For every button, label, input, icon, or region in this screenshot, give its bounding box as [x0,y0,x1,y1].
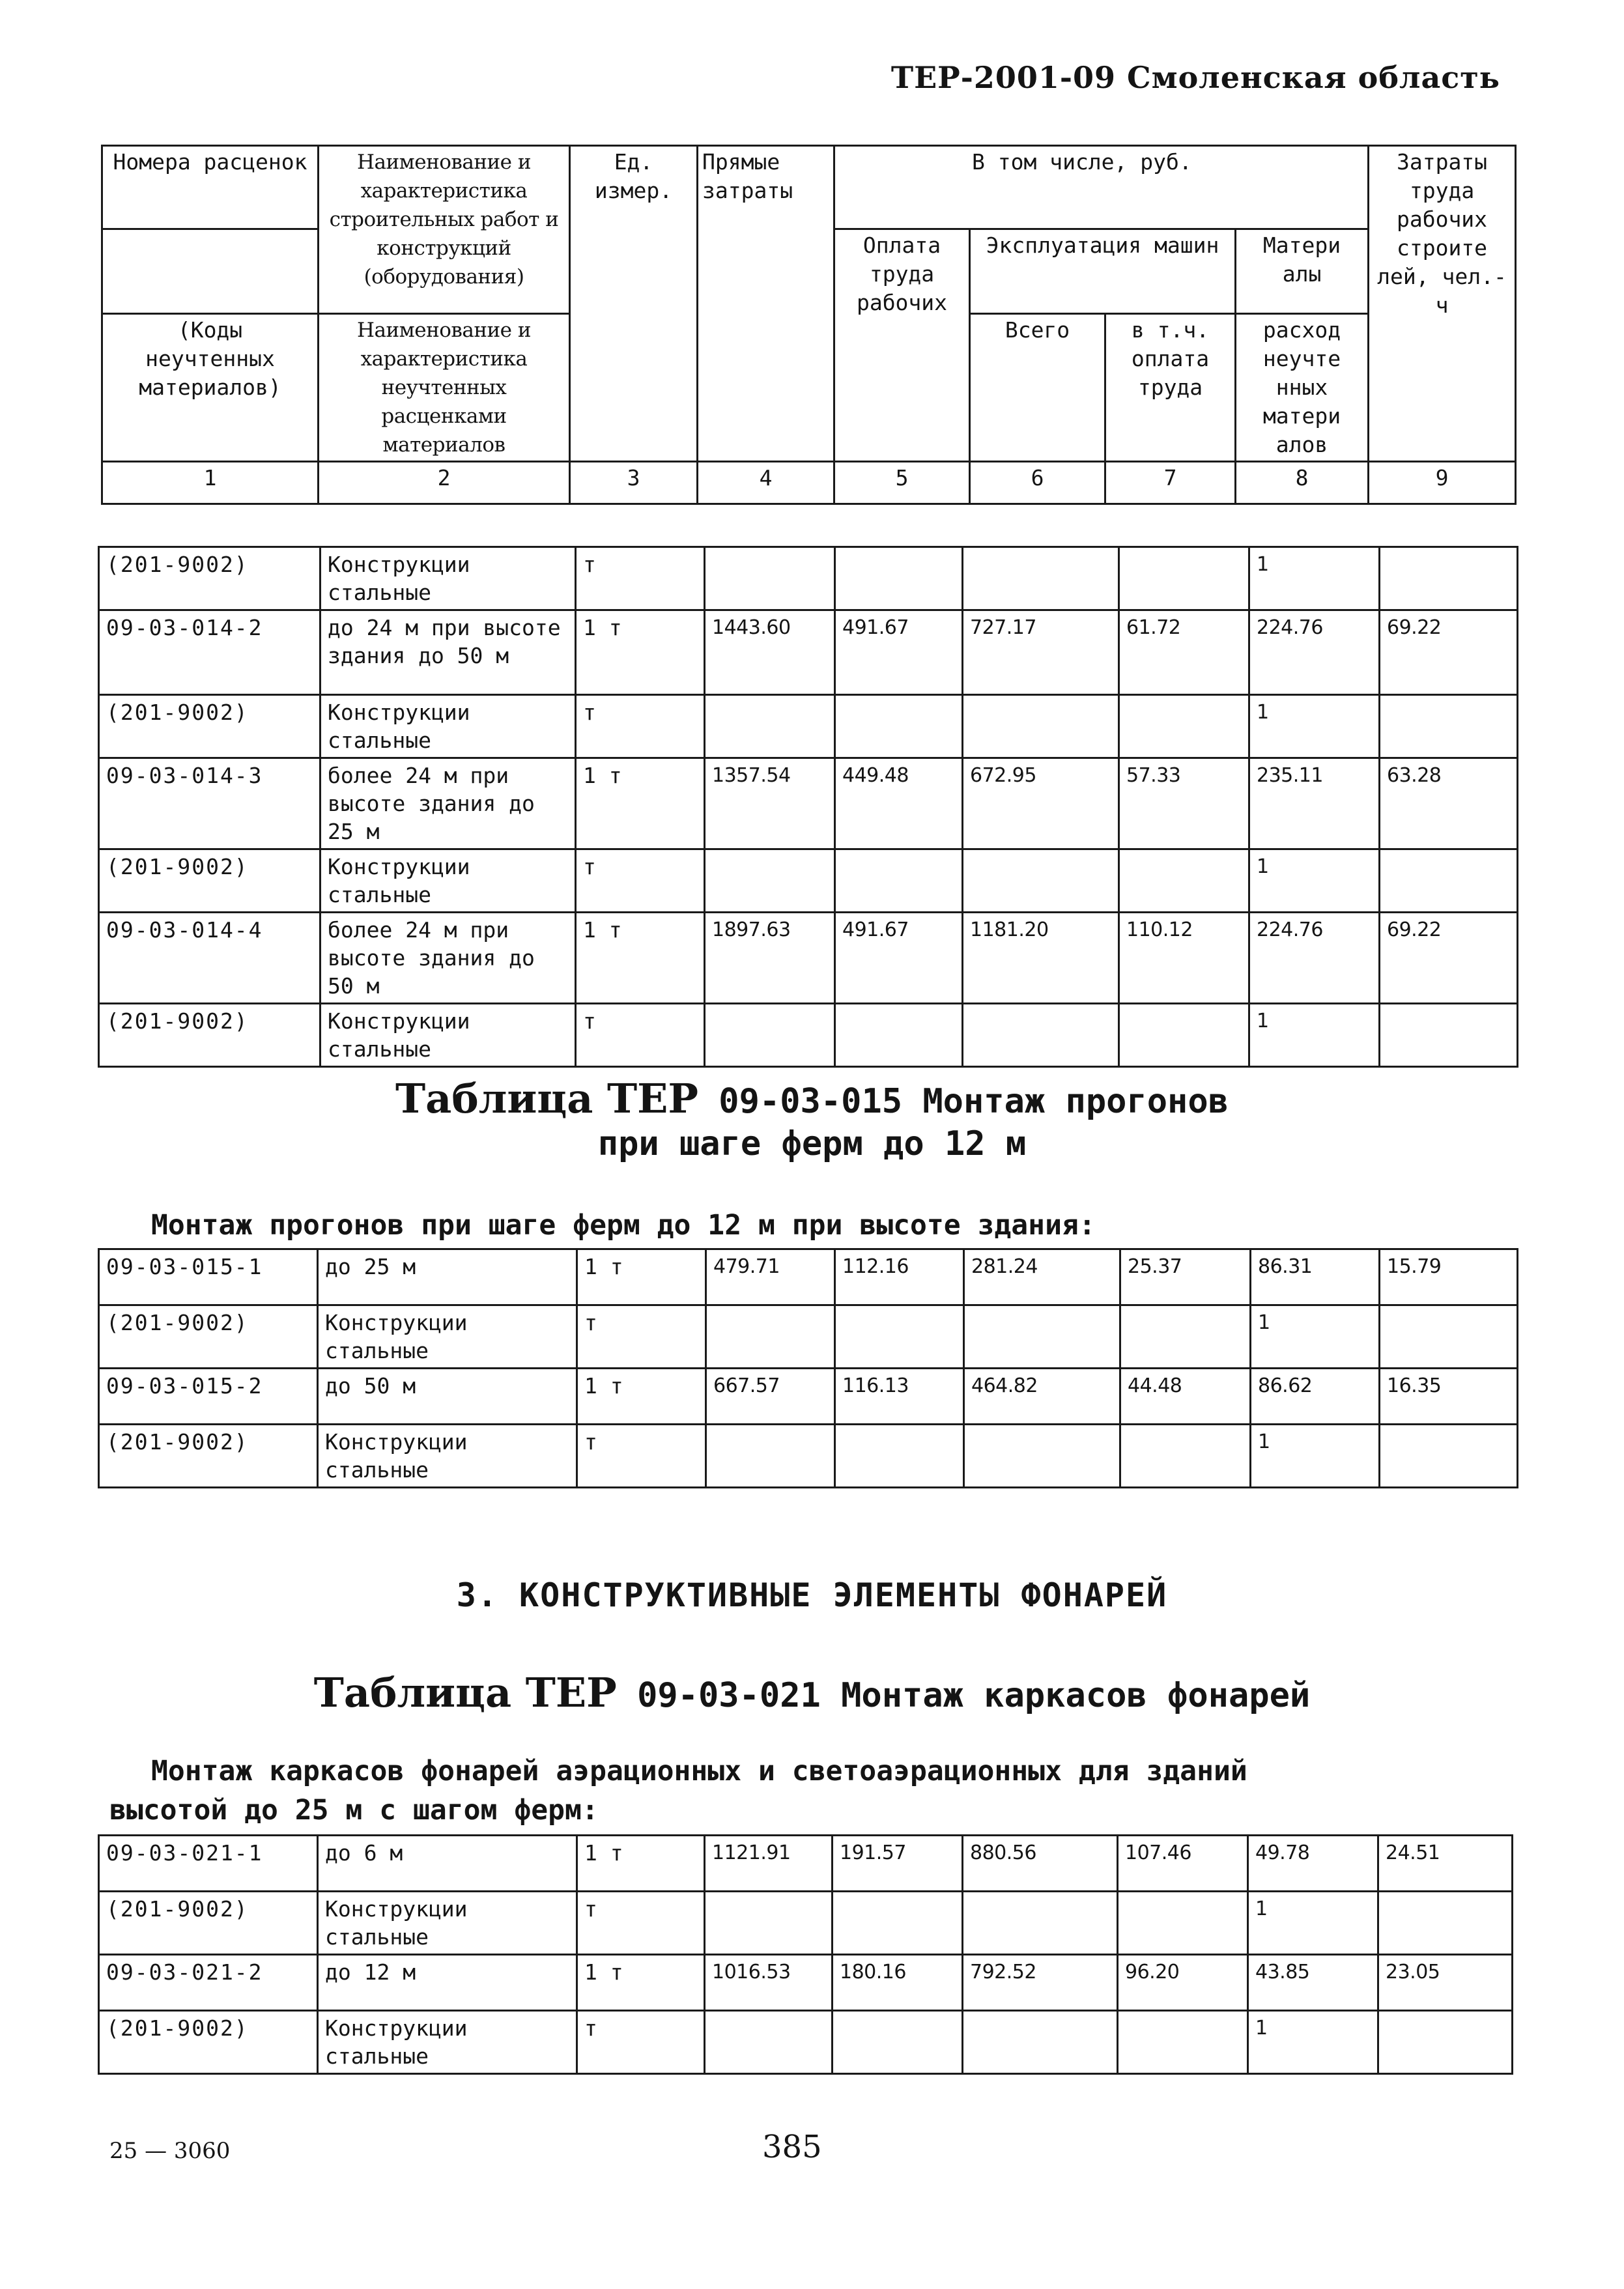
machine-total-cell [963,547,1119,610]
rates-table-021 [98,1834,1513,2075]
labor-pay-cell [835,1425,964,1488]
materials-cell: 86.31 [1251,1249,1380,1305]
labor-hours-cell: 24.51 [1378,1836,1513,1892]
direct-costs-cell [705,1892,833,1955]
column-number: 2 [319,462,570,504]
column-number: 5 [834,462,970,504]
direct-costs-cell [705,1004,835,1067]
rates-table-014 [98,546,1518,1068]
col9-header: Затраты труда рабочих строите лей, чел.-ч [1369,146,1516,462]
labor-hours-cell: 16.35 [1380,1369,1518,1425]
unit-cell: т [577,2011,705,2074]
unit-cell: т [576,695,705,758]
rate-code-cell: (201-9002) [99,547,321,610]
work-description-cell: Конструкции стальные [321,695,576,758]
work-description-cell: до 50 м [318,1369,577,1425]
table-021-heading: Таблица ТЕР 09-03-021 Монтаж каркасов фонарей [313,1669,1311,1716]
machine-labor-pay-cell: 44.48 [1120,1369,1251,1425]
machine-labor-pay-cell [1119,849,1249,913]
machine-labor-pay-cell [1118,2011,1248,2074]
work-description-cell: Конструкции стальные [318,2011,577,2074]
rates-table-015 [98,1248,1518,1488]
labor-pay-cell [835,1004,963,1067]
machine-total-cell [964,1305,1120,1369]
direct-costs-cell [706,1425,835,1488]
table-row [99,1955,1513,2011]
work-description-cell: Конструкции стальные [318,1892,577,1955]
labor-pay-cell: 180.16 [833,1955,963,2011]
unit-cell: т [577,1425,706,1488]
labor-hours-cell [1378,1892,1513,1955]
labor-hours-cell [1380,547,1518,610]
machine-labor-pay-cell [1120,1425,1251,1488]
column-number: 3 [570,462,698,504]
machine-total-cell [963,849,1119,913]
direct-costs-cell: 1897.63 [705,913,835,1004]
rate-code-cell: (201-9002) [99,1004,321,1067]
labor-hours-cell [1380,1305,1518,1369]
labor-pay-cell: 112.16 [835,1249,964,1305]
labor-hours-cell [1380,1425,1518,1488]
labor-pay-cell: 491.67 [835,610,963,695]
col2-header-top: Наименование и характеристика строительных работ и конструкций (оборудования) [319,146,570,314]
labor-hours-cell: 69.22 [1380,610,1518,695]
materials-cell: 1 [1248,2011,1378,2074]
table-021-caption-line2: высотой до 25 м с шагом ферм: [109,1794,599,1827]
labor-pay-cell: 449.48 [835,758,963,849]
column-number: 6 [970,462,1105,504]
labor-pay-cell [835,849,963,913]
labor-pay-cell [833,2011,963,2074]
direct-costs-cell: 1443.60 [705,610,835,695]
direct-costs-cell: 1121.91 [705,1836,833,1892]
labor-hours-cell: 69.22 [1380,913,1518,1004]
machine-total-cell: 880.56 [963,1836,1118,1892]
page-number: 385 [762,2129,822,2165]
unit-cell: 1 т [577,1369,706,1425]
table-row [99,849,1518,913]
column-number: 7 [1105,462,1236,504]
rate-code-cell: 09-03-021-1 [99,1836,318,1892]
materials-cell: 235.11 [1249,758,1380,849]
labor-hours-cell [1380,849,1518,913]
col7-header: в т.ч. оплата труда [1105,314,1236,462]
machine-total-cell: 464.82 [964,1369,1120,1425]
machine-labor-pay-cell [1119,547,1249,610]
labor-pay-cell [833,1892,963,1955]
work-description-cell: до 12 м [318,1955,577,2011]
column-number: 9 [1369,462,1516,504]
rate-code-cell: 09-03-014-4 [99,913,321,1004]
work-description-cell: Конструкции стальные [321,547,576,610]
materials-cell: 224.76 [1249,610,1380,695]
materials-cell: 1 [1249,1004,1380,1067]
materials-cell: 43.85 [1248,1955,1378,2011]
machine-labor-pay-cell [1119,1004,1249,1067]
rate-code-cell: 09-03-015-2 [99,1369,318,1425]
materials-cell: 224.76 [1249,913,1380,1004]
unit-cell: 1 т [576,913,705,1004]
machine-total-cell [963,1892,1118,1955]
column-number: 4 [698,462,834,504]
rate-code-cell: 09-03-015-1 [99,1249,318,1305]
work-description-cell: до 24 м при высоте здания до 50 м [321,610,576,695]
unit-cell: 1 т [576,758,705,849]
machine-total-cell [963,2011,1118,2074]
table-row [99,547,1518,610]
table-015-heading-line2: при шаге ферм до 12 м [597,1124,1027,1163]
materials-cell: 1 [1251,1425,1380,1488]
unit-cell: 1 т [577,1955,705,2011]
machine-labor-pay-cell: 110.12 [1119,913,1249,1004]
table-row [99,758,1518,849]
column-number: 8 [1236,462,1369,504]
labor-hours-cell [1378,2011,1513,2074]
unit-cell: т [577,1892,705,1955]
materials-cell: 1 [1248,1892,1378,1955]
rate-code-cell: 09-03-014-3 [99,758,321,849]
machine-labor-pay-cell: 96.20 [1118,1955,1248,2011]
direct-costs-cell [705,849,835,913]
machine-labor-pay-cell: 61.72 [1119,610,1249,695]
direct-costs-cell [705,2011,833,2074]
work-description-cell: Конструкции стальные [321,1004,576,1067]
work-description-cell: Конструкции стальные [321,849,576,913]
materials-cell: 1 [1249,849,1380,913]
col4-header: Прямые затраты [698,146,834,462]
materials-cell: 49.78 [1248,1836,1378,1892]
machine-total-cell: 792.52 [963,1955,1118,2011]
machine-labor-pay-cell: 107.46 [1118,1836,1248,1892]
table-row [99,913,1518,1004]
labor-pay-cell: 491.67 [835,913,963,1004]
table-row [99,1836,1513,1892]
machine-labor-pay-cell [1119,695,1249,758]
machine-labor-pay-cell: 25.37 [1120,1249,1251,1305]
col1-header-top: Номера расценок [102,146,319,229]
section-title: 3. КОНСТРУКТИВНЫЕ ЭЛЕМЕНТЫ ФОНАРЕЙ [456,1576,1168,1614]
unit-cell: 1 т [577,1249,706,1305]
unit-cell: 1 т [577,1836,705,1892]
col3-header: Ед. измер. [570,146,698,462]
direct-costs-cell: 1016.53 [705,1955,833,2011]
materials-cell: 1 [1251,1305,1380,1369]
labor-pay-cell [835,695,963,758]
work-description-cell: до 6 м [318,1836,577,1892]
work-description-cell: Конструкции стальные [318,1305,577,1369]
unit-cell: т [576,547,705,610]
direct-costs-cell [705,547,835,610]
labor-pay-cell: 116.13 [835,1369,964,1425]
rate-code-cell: 09-03-014-2 [99,610,321,695]
machine-labor-pay-cell [1118,1892,1248,1955]
table-row [99,1425,1518,1488]
col6-header: Всего [970,314,1105,462]
direct-costs-cell: 479.71 [706,1249,835,1305]
machine-total-cell: 281.24 [964,1249,1120,1305]
machine-labor-pay-cell: 57.33 [1119,758,1249,849]
labor-hours-cell [1380,1004,1518,1067]
table-row [99,1369,1518,1425]
table-row [99,1892,1513,1955]
col5-header: Оплата труда рабочих [834,229,970,462]
group-header: В том числе, руб. [834,146,1369,229]
unit-cell: т [576,849,705,913]
labor-pay-cell [835,547,963,610]
machine-total-cell: 672.95 [963,758,1119,849]
col8-header-top: Матери алы [1236,229,1369,314]
materials-cell: 1 [1249,695,1380,758]
direct-costs-cell [705,695,835,758]
table-021-caption-line1: Монтаж каркасов фонарей аэрационных и светоаэрационных для зданий [151,1755,1247,1787]
table-row [99,1249,1518,1305]
machine-labor-pay-cell [1120,1305,1251,1369]
work-description-cell: более 24 м при высоте здания до 25 м [321,758,576,849]
table-015-caption: Монтаж прогонов при шаге ферм до 12 м при высоте здания: [151,1209,1096,1242]
work-description-cell: Конструкции стальные [318,1425,577,1488]
rate-code-cell: (201-9002) [99,1892,318,1955]
machine-total-cell [963,1004,1119,1067]
col1-header-bottom: (Коды неучтенных материалов) [102,314,319,462]
work-description-cell: до 25 м [318,1249,577,1305]
direct-costs-cell: 667.57 [706,1369,835,1425]
document-header-title: ТЕР-2001-09 Смоленская область [890,60,1500,95]
col8-header-bottom: расход неучте нных матери алов [1236,314,1369,462]
table-row [99,1305,1518,1369]
materials-cell: 1 [1249,547,1380,610]
labor-hours-cell: 15.79 [1380,1249,1518,1305]
direct-costs-cell [706,1305,835,1369]
direct-costs-cell: 1357.54 [705,758,835,849]
table-015-heading: Таблица ТЕР 09-03-015 Монтаж прогонов [395,1075,1229,1122]
machines-header: Эксплуатация машин [970,229,1236,314]
labor-hours-cell: 23.05 [1378,1955,1513,2011]
rate-code-cell: (201-9002) [99,849,321,913]
rate-code-cell: (201-9002) [99,695,321,758]
machine-total-cell: 727.17 [963,610,1119,695]
table-row [99,695,1518,758]
work-description-cell: более 24 м при высоте здания до 50 м [321,913,576,1004]
rate-code-cell: (201-9002) [99,2011,318,2074]
unit-cell: т [576,1004,705,1067]
unit-cell: т [577,1305,706,1369]
table-row [99,1004,1518,1067]
labor-hours-cell: 63.28 [1380,758,1518,849]
unit-cell: 1 т [576,610,705,695]
col1-header-spacer [102,229,319,314]
labor-pay-cell [835,1305,964,1369]
col2-header-bottom: Наименование и характеристика неучтенных расценками материалов [319,314,570,462]
labor-pay-cell: 191.57 [833,1836,963,1892]
labor-hours-cell [1380,695,1518,758]
table-row [99,2011,1513,2074]
machine-total-cell [963,695,1119,758]
table-row [99,610,1518,695]
footer-code: 25 — 3060 [109,2138,231,2164]
column-header-table [101,145,1517,505]
rate-code-cell: (201-9002) [99,1305,318,1369]
machine-total-cell [964,1425,1120,1488]
column-number: 1 [102,462,319,504]
rate-code-cell: 09-03-021-2 [99,1955,318,2011]
machine-total-cell: 1181.20 [963,913,1119,1004]
materials-cell: 86.62 [1251,1369,1380,1425]
rate-code-cell: (201-9002) [99,1425,318,1488]
